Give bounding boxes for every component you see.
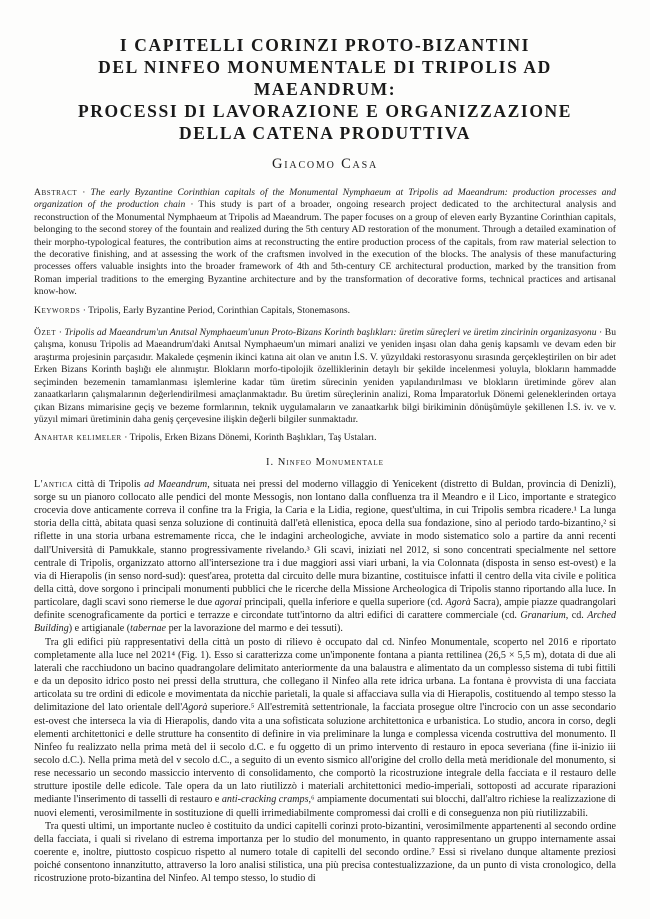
body-text: Sacra), ampie piazze quadrangolari definite scenograficamente da portici e terrazze e circondate tutt'intorno da altri edifici di carattere commerciale (cd.: [34, 597, 616, 622]
abstract-separator: ·: [56, 327, 65, 339]
title-line: PROCESSI DI LAVORAZIONE E ORGANIZZAZIONE: [77, 101, 573, 121]
body-italic: Granarium: [520, 610, 566, 622]
abstract-english: [34, 187, 616, 299]
body-text: , cd.: [565, 610, 588, 622]
drop-word: L'antica: [34, 478, 74, 490]
abstract-turkish: [34, 327, 616, 426]
body-text: per la lavorazione del marmo e dei tessuti).: [166, 623, 343, 635]
body-italic: ad Maeandrum: [144, 478, 208, 490]
ozet-label: Özet: [34, 327, 57, 339]
body-italic: Arched Building: [34, 610, 616, 635]
anahtar-label: Anahtar kelimeler: [34, 432, 122, 444]
abstract-separator: ·: [77, 187, 91, 198]
body-paragraph: [34, 478, 616, 636]
abstract-text: · This study is part of a broader, ongoing research project dedicated to the architectural analysis and reconstruction of the Monumental Nymphaeum at Tripolis ad Maeandrum. The paper focuses on a group of eleven early Byzantine Corinthian capitals, belonging to the second storey of the fountain and realized during the 5th century AD restoration of the monument. Through a detailed examination of their morpho-typological features, the contribution aims at reconstructing the entire production process of the capitals, from raw material selection to the decorative finishing, and at assessing the work of the craftsmen involved in the execution of the blocks. The analysis of these manufacturing processes offers valuable insights into the broader framework of 4th and 5th-century CE architectural production, marked by the transition from Roman imperial traditions to the emerging Byzantine architecture and by the transformation of decorative forms, technical practices and artisanal know-how.: [34, 199, 616, 298]
body-paragraph: Tra questi ultimi, un importante nucleo è costituito da undici capitelli corinzi proto-bizantini, verosimilmente appartenenti al secondo ordine della facciata, i quali si rivelano di estrema importanza per lo studio del monumento, in quanto rappresentano un gruppo internamente assai coerente e, inoltre, piuttosto cospicuo rispetto al numero totale di capitelli del secondo ordine.⁷ Essi si rivelano dunque altamente preziosi poiché consentono innanzitutto, attraverso la loro analisi stilistica, una più precisa contestualizzazione, da un punto di vista cronologico, della ricostruzione proto-bizantina del Ninfeo. Al tempo stesso, lo studio di: [34, 820, 616, 885]
body-italic: anti-cracking cramps: [221, 794, 309, 806]
paper-title: [34, 34, 616, 144]
body-text: ,⁶ ampiamente documentati sui blocchi, dall'altro richiese la realizzazione di nuovi elementi, verosimilmente in sostituzione di quelli irrimediabilmente compromessi dai crolli e di conseguenza non più riutilizzabili.: [34, 794, 616, 819]
body-text: ) e artigianale (: [68, 623, 131, 635]
body-text: città di Tripolis: [73, 478, 145, 490]
body-text: Tra gli edifici più rappresentativi della città un posto di rilievo è occupato dal cd. Ninfeo Monumentale, scoperto nel 2016 e riportato completamente alla luce nel 2021⁴ (Fig. 1). Esso si caratterizza come un'imponente fontana a pianta rettilinea (26,5 × 5,5 m), dotata di due ali laterali che racchiudono un bacino quadrangolare delimitato anteriormente da una balaustra e alimentato da un complesso sistema di tubi fittili e da un deposito idrico posto nei pressi della struttura, che collegano il Ninfeo alla rete idrica urbana. La fontana è provvista di una facciata articolata su tre ordini di edicole e movimentata da nicchie parietali, la quale si affacciava sulla via di Hierapolis, costituendo al tempo stesso la delimitazione del lato orientale dell': [34, 636, 616, 714]
body-text: , situata nei pressi del moderno villaggio di Yenicekent (distretto di Buldan, provincia di Denizli), sorge su un pianoro collocato alle pendici del monte Messogis, non lontano dalla confluenza tra il Meandro e il Lico, importante e strategico crocevia dove anticamente correva il confine tra la Frigia, la Caria e la Lidia, regione, quest'ultima, in cui Tripolis sembra ricadere.¹ La lunga storia della città, abitata quasi senza soluzione di continuità dall'età ellenistica, epoca della sua fondazione, sino al periodo tardo-bizantino,² si riflette in una storia urbana estremamente ricca, che le indagini archeologiche, avviate in modo sistematico solo a partire da anni recenti dall'Università di Pamukkale, stanno progressivamente rivelando.³ Gli scavi, iniziati nel 2012, si sono concentrati specialmente nel settore centrale di Tripolis, organizzato attorno all'intersezione tra i due maggiori assi viari urbani, la via Colonnata (disposta in senso est-ovest) e la via di Hierapolis (in senso nord-sud): quest'area, protetta dal circuito delle mura bizantine, costituisce infatti il centro della vita civile e politica della città, dove sorgono i principali monumenti pubblici che le ricerche della Missione Archeologica di Tripolis stanno riportando alla luce. In particolare, dagli scavi sono riemerse le due: [34, 478, 616, 609]
title-line: DEL NINFEO MONUMENTALE DI TRIPOLIS AD MAEANDRUM:: [98, 57, 552, 99]
title-line: DELLA CATENA PRODUTTIVA: [179, 123, 471, 143]
body-italic: Agorà: [445, 597, 471, 609]
ozet-title: Tripolis ad Maeandrum'un Anıtsal Nymphaeum'unun Proto-Bizans Korinth başlıkları: üretim süreçleri ve üretim zincirinin organizasyonu: [64, 327, 597, 339]
body-text: superiore.⁵ All'estremità settentrionale, la facciata prosegue oltre l'incrocio con un asse secondario est-ovest che interseca la via di Hierapolis, dando vita a una sofisticata soluzione architettonica e urbanistica. Lo studio, ancora in corso, degli elementi architettonici e delle strutture ha consentito di definire in via preliminare la lunga e complessa vicenda costruttiva del monumento. Il Ninfeo fu realizzato nella prima metà del ii secolo d.C. e fu oggetto di un primo intervento di restauro in epoca severiana (fine ii-inizio iii secolo d.C.). Nella prima metà del v secolo d.C., a seguito di un evento sismico all'origine del crollo della metà meridionale del monumento, si rese necessario un secondo massiccio intervento di consolidamento, che comportò la ricostruzione integrale della facciata e il restauro delle strutture ipostile delle edicole. Tale opera da un lato riutilizzò i materiali architettonici medio-imperiali, sottoposti ad accurate riparazioni mediante l'inserimento di tasselli di restauro e: [34, 702, 616, 806]
ozet-text: · Bu çalışma, konusu Tripolis ad Maeandrum'daki Anıtsal Nymphaeum'un mimari analizi ve yeniden inşası olan daha geniş kapsamlı ve devam eden bir araştırma projesinin parçasıdır. Makalede çeşmenin ikinci katına ait olan ve anıtın İ.S. V. yüzyıldaki restorasyonu sırasında gerçekleştirilen on bir adet Erken Bizans Korinth başlığı ele alınmıştır. Blokların morfo-tipolojik özelliklerinin detaylı bir şekilde incelenmesi yoluyla, blokların hammadde seçiminden bezemenin tamamlanması işlemlerine kadar tüm üretim sürecinin yeniden yapılandırılması ve blokların üretiminde görev alan zanaatkarların çalışmalarının değerlendirilmesi amaçlanmaktadır. Bu üretim süreçlerinin analizi, Roma İmparatorluk Dönemi geleneklerinden ortaya çıkan Bizans mimarisine geçiş ve bezeme formlarının, teknik uygulamaların ve zanaatkarlık bilgi birikiminin dönüşümüyle şekillenen İ.S. iv. ve v. yüzyıl mimari üretiminin daha geniş çerçevesine ilişkin değerli bilgiler sunmaktadır.: [34, 327, 616, 425]
abstract-title: The early Byzantine Corinthian capitals of the Monumental Nymphaeum at Tripolis ad Maeandrum: production processes and organization of the production chain: [34, 187, 616, 211]
body-italic: agorai: [214, 597, 242, 609]
anahtar-text: · Tripolis, Erken Bizans Dönemi, Korinth Başlıkları, Taş Ustaları.: [121, 432, 377, 444]
body-italic: Agorà: [182, 702, 208, 714]
keywords-turkish: [34, 432, 616, 444]
title-line: I CAPITELLI CORINZI PROTO-BIZANTINI: [119, 35, 531, 55]
keywords-english: [34, 305, 616, 317]
keywords-label: Keywords: [34, 304, 81, 316]
author-name: Giacomo Casa: [272, 156, 378, 172]
body-italic: tabernae: [130, 623, 167, 635]
section-title: I. Ninfeo Monumentale: [266, 456, 384, 468]
abstract-label: Abstract: [34, 187, 78, 198]
keywords-text: · Tripolis, Early Byzantine Period, Corinthian Capitals, Stonemasons.: [80, 304, 351, 316]
body-text: principali, quella inferiore e quella superiore (cd.: [241, 597, 446, 609]
body-paragraph: [34, 636, 616, 820]
